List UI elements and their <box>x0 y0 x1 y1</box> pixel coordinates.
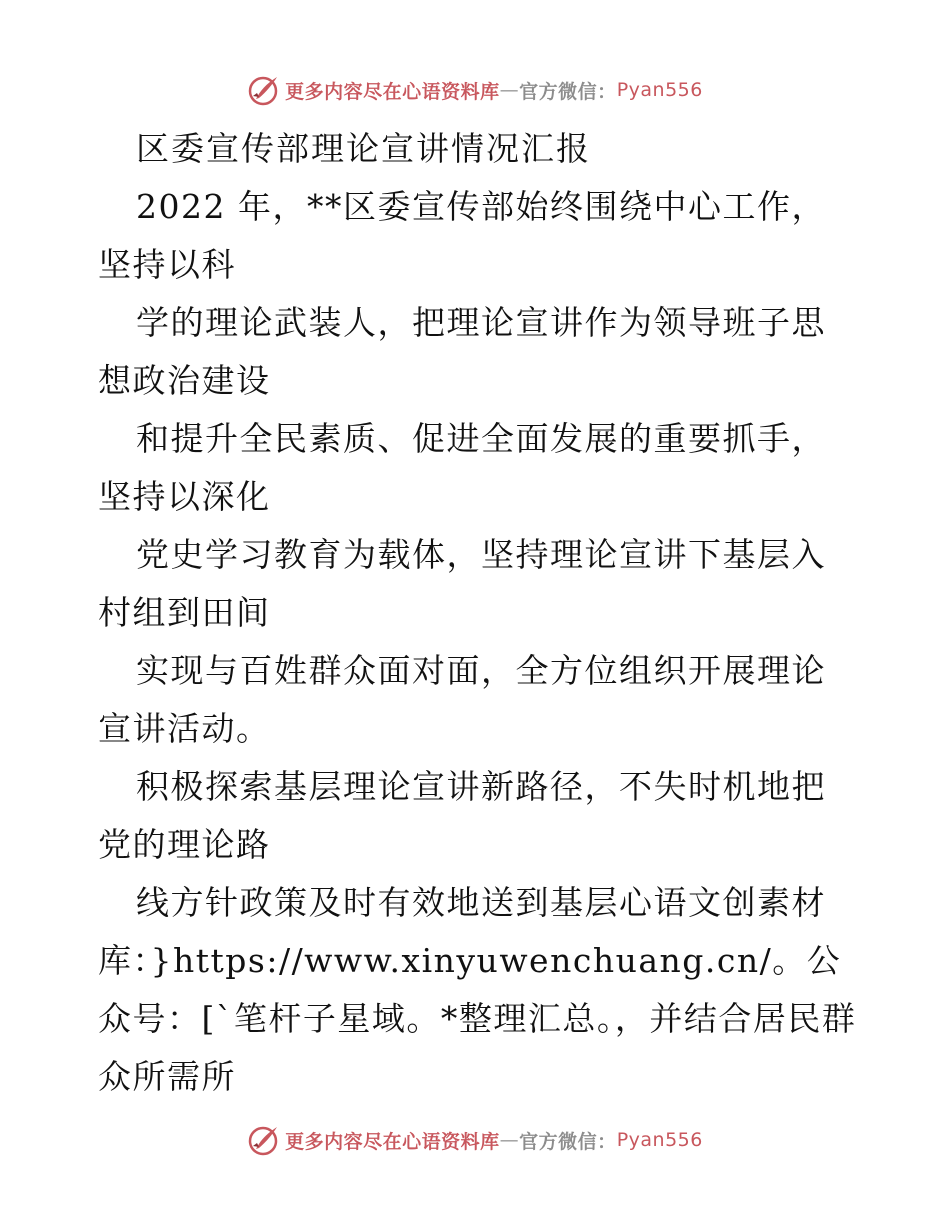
quill-logo-icon <box>247 1123 281 1157</box>
watermark-dash: — <box>499 1129 520 1151</box>
watermark-wechat-id: Pyan556 <box>616 1129 703 1151</box>
watermark-official-label: 官方微信： <box>519 80 617 103</box>
watermark-wechat-id: Pyan556 <box>616 79 703 101</box>
paragraph-5: 实现与百姓群众面对面，全方位组织开展理论宣讲活动。 <box>98 651 826 748</box>
paragraph-4: 党史学习教育为载体，坚持理论宣讲下基层入村组到田间 <box>98 535 826 632</box>
watermark-main-text: 更多内容尽在心语资料库 <box>285 1130 500 1153</box>
paragraph-7: 线方针政策及时有效地送到基层心语文创素材库：}https://www.xinyuwenchuang.cn/。公众号：[`笔杆子星域。*整理汇总。，并结合居民群众所需所 <box>98 883 857 1096</box>
watermark-footer <box>0 1120 950 1160</box>
watermark-dash: — <box>499 79 520 101</box>
paragraph-6: 积极探索基层理论宣讲新路径，不失时机地把党的理论路 <box>98 767 826 864</box>
paragraph-3: 和提升全民素质、促进全面发展的重要抓手，坚持以深化 <box>98 419 826 516</box>
paragraph-1: 2022 年，**区委宣传部始终围绕中心工作，坚持以科 <box>98 187 826 284</box>
watermark-official-label: 官方微信： <box>519 1130 617 1153</box>
document-body <box>98 120 858 1106</box>
watermark-main-text: 更多内容尽在心语资料库 <box>285 80 500 103</box>
quill-logo-icon <box>247 73 281 107</box>
watermark-header <box>0 70 950 110</box>
paragraph-2: 学的理论武装人，把理论宣讲作为领导班子思想政治建设 <box>98 303 826 400</box>
document-title: 区委宣传部理论宣讲情况汇报 <box>136 129 591 168</box>
